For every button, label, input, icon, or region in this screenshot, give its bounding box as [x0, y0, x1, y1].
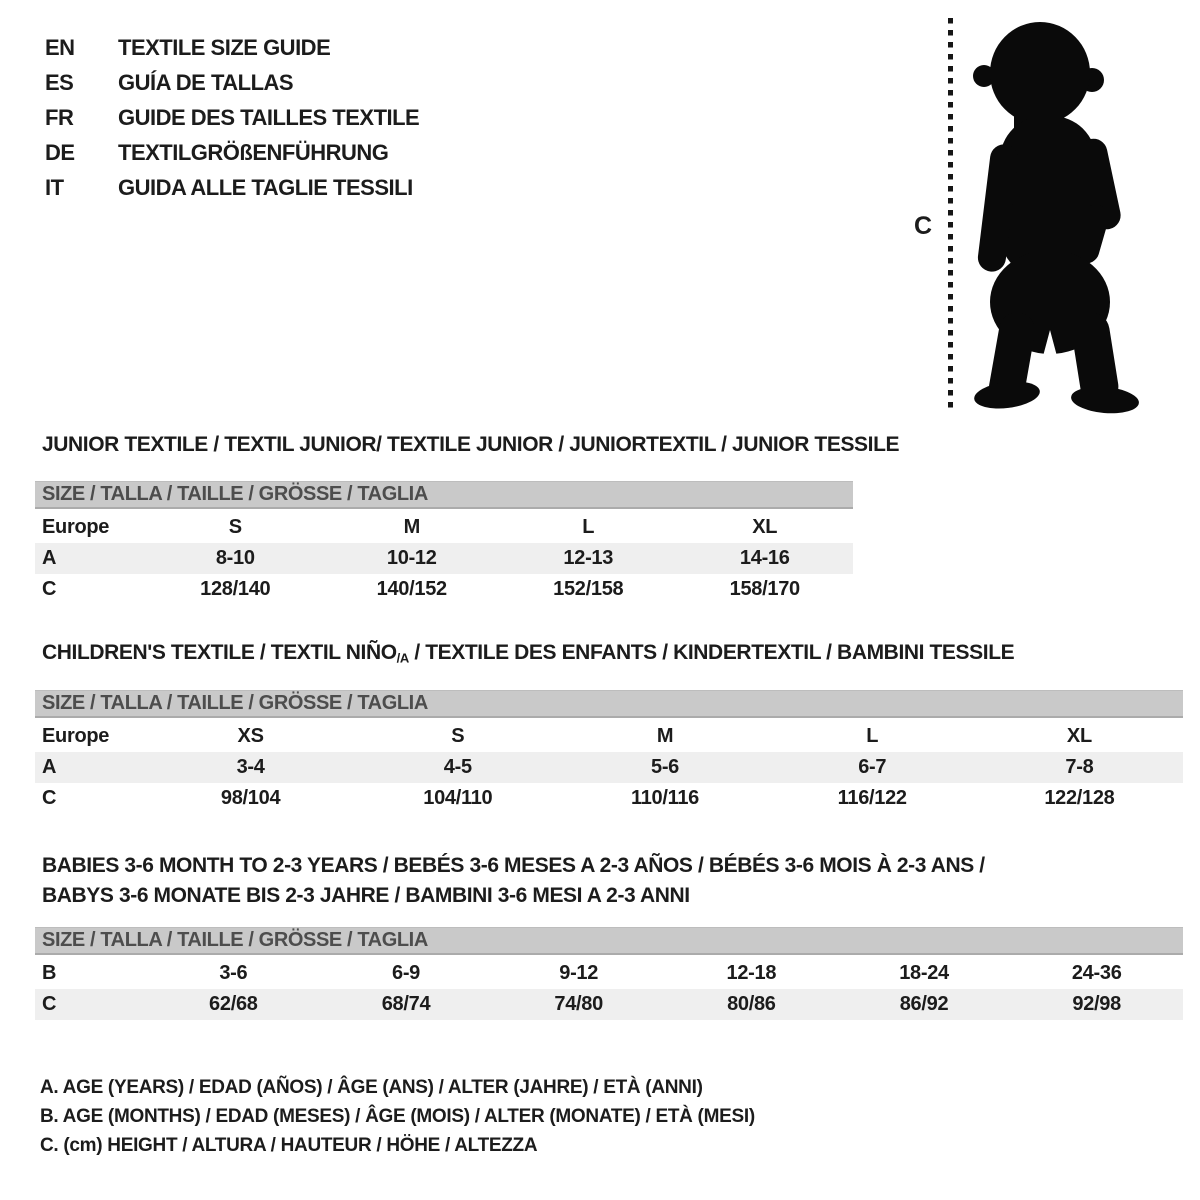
height-cell: 128/140: [200, 578, 271, 600]
height-cell: 68/74: [381, 993, 431, 1015]
height-dashed-line: [948, 18, 953, 414]
children-title-post: / TEXTILE DES ENFANTS / KINDERTEXTIL / BAMBINI TESSILE: [408, 641, 1015, 664]
junior-size-table: [35, 481, 853, 605]
row-label: B: [42, 962, 57, 984]
language-title-block: [45, 30, 419, 205]
height-cell: 98/104: [220, 787, 281, 809]
size-cell: L: [866, 725, 879, 747]
height-cell: 104/110: [423, 787, 493, 809]
size-cell: XL: [752, 516, 778, 538]
height-cell: 152/158: [553, 578, 624, 600]
legend-line-age-months: B. AGE (MONTHS) / EDAD (MESES) / ÂGE (MOIS) / ALTER (MONATE) / ETÀ (MESI): [40, 1105, 755, 1127]
size-header-bar: SIZE / TALLA / TAILLE / GRÖSSE / TAGLIA: [35, 927, 1183, 955]
language-row-fr: [45, 100, 419, 135]
language-row-es: [45, 65, 419, 100]
babies-size-table: [35, 927, 1183, 1020]
language-code: FR: [45, 104, 74, 130]
height-cell: 74/80: [554, 993, 603, 1015]
height-cell: 86/92: [899, 993, 949, 1015]
toddler-silhouette-image: [968, 16, 1140, 420]
months-cell: 6-9: [392, 962, 421, 984]
size-cell: XL: [1066, 725, 1092, 747]
size-cell: S: [451, 725, 465, 747]
legend-line-height-cm: C. (cm) HEIGHT / ALTURA / HAUTEUR / HÖHE / ALTEZZA: [40, 1134, 538, 1156]
age-cell: 7-8: [1065, 756, 1094, 778]
guide-title: TEXTILGRÖßENFÜHRUNG: [118, 139, 389, 165]
height-cell: 110/116: [631, 787, 699, 809]
children-section-title: [42, 641, 1014, 665]
children-size-table: [35, 690, 1183, 814]
junior-section-title: JUNIOR TEXTILE / TEXTIL JUNIOR/ TEXTILE JUNIOR / JUNIORTEXTIL / JUNIOR TESSILE: [42, 433, 900, 456]
size-header-bar: SIZE / TALLA / TAILLE / GRÖSSE / TAGLIA: [35, 481, 853, 509]
language-code: ES: [45, 69, 74, 95]
age-cell: 5-6: [651, 756, 680, 778]
months-cell: 12-18: [726, 962, 777, 984]
table-row-europe: [35, 721, 1183, 752]
guide-title: GUÍA DE TALLAS: [118, 69, 294, 95]
children-title-pre: CHILDREN'S TEXTILE / TEXTIL NIÑO: [42, 641, 397, 664]
months-cell: 24-36: [1071, 962, 1122, 984]
height-cell: 62/68: [209, 993, 258, 1015]
row-label: C: [42, 787, 57, 809]
legend-line-age-years: A. AGE (YEARS) / EDAD (AÑOS) / ÂGE (ANS) / ALTER (JAHRE) / ETÀ (ANNI): [40, 1076, 703, 1098]
table-row-height: [35, 989, 1183, 1020]
language-row-it: [45, 170, 419, 205]
guide-title: TEXTILE SIZE GUIDE: [118, 34, 331, 60]
row-label: Europe: [42, 516, 110, 538]
size-cell: S: [228, 516, 242, 538]
row-label: A: [42, 756, 57, 778]
table-row-height: [35, 574, 853, 605]
height-cell: 116/122: [837, 787, 907, 809]
months-cell: 3-6: [219, 962, 248, 984]
table-row-age: [35, 752, 1183, 783]
age-cell: 12-13: [563, 547, 614, 569]
babies-title-line1: BABIES 3-6 MONTH TO 2-3 YEARS / BEBÉS 3-6 MESES A 2-3 AÑOS / BÉBÉS 3-6 MOIS À 2-3 ANS /: [42, 854, 985, 877]
size-cell: M: [656, 725, 674, 747]
guide-title: GUIDA ALLE TAGLIE TESSILI: [118, 174, 413, 200]
age-cell: 4-5: [443, 756, 472, 778]
row-label: C: [42, 578, 57, 600]
language-code: IT: [45, 174, 64, 200]
height-cell: 158/170: [729, 578, 800, 600]
table-row-age: [35, 543, 853, 574]
language-code: EN: [45, 34, 75, 60]
height-dimension-label: C: [914, 212, 933, 240]
table-row-months: [35, 958, 1183, 989]
height-cell: 92/98: [1072, 993, 1121, 1015]
language-row-de: [45, 135, 419, 170]
age-cell: 10-12: [386, 547, 437, 569]
legend: [40, 1073, 755, 1160]
language-code: DE: [45, 139, 75, 165]
height-cell: 80/86: [727, 993, 776, 1015]
language-row-en: [45, 30, 419, 65]
row-label: C: [42, 993, 57, 1015]
size-cell: XS: [237, 725, 264, 747]
size-cell: L: [582, 516, 595, 538]
size-header-bar: SIZE / TALLA / TAILLE / GRÖSSE / TAGLIA: [35, 690, 1183, 718]
babies-title-line2: BABYS 3-6 MONATE BIS 2-3 JAHRE / BAMBINI 3-6 MESI A 2-3 ANNI: [42, 884, 690, 907]
months-cell: 9-12: [559, 962, 599, 984]
row-label: Europe: [42, 725, 110, 747]
children-title-sub: /A: [396, 650, 409, 666]
height-cell: 140/152: [376, 578, 447, 600]
age-cell: 3-4: [236, 756, 265, 778]
age-cell: 6-7: [858, 756, 887, 778]
age-cell: 14-16: [739, 547, 790, 569]
table-row-europe: [35, 512, 853, 543]
babies-section-title: [42, 851, 985, 911]
age-cell: 8-10: [215, 547, 255, 569]
guide-title: GUIDE DES TAILLES TEXTILE: [118, 104, 420, 130]
months-cell: 18-24: [899, 962, 949, 984]
row-label: A: [42, 547, 57, 569]
table-row-height: [35, 783, 1183, 814]
height-cell: 122/128: [1044, 787, 1115, 809]
size-cell: M: [403, 516, 420, 538]
